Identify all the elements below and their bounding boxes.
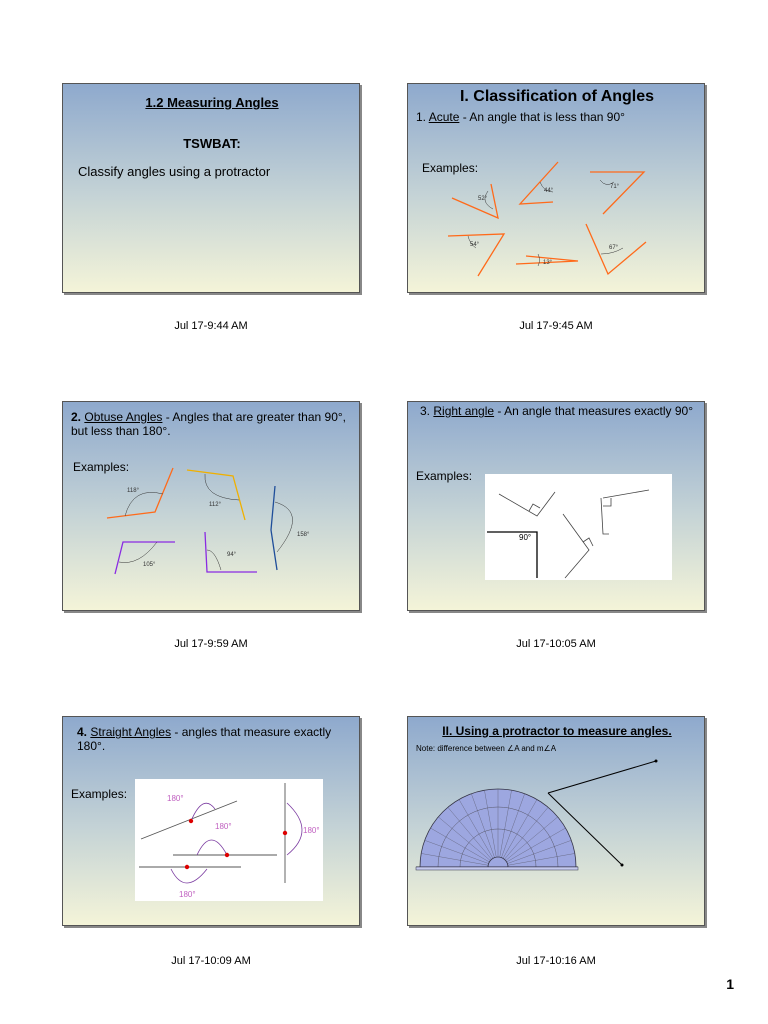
obtuse-angle-4 xyxy=(115,542,175,574)
angle-label: 180° xyxy=(179,890,196,899)
angle-label: 44° xyxy=(544,188,554,194)
page-number: 1 xyxy=(726,976,734,992)
slide-timestamp: Jul 17-10:16 AM xyxy=(516,955,596,967)
slide-timestamp: Jul 17-10:09 AM xyxy=(171,955,251,967)
slide-timestamp: Jul 17-9:59 AM xyxy=(174,638,248,650)
angle-shapes xyxy=(107,468,277,574)
slide-body: Classify angles using a protractor xyxy=(78,164,271,179)
examples-label: Examples: xyxy=(71,787,128,801)
slide-timestamp: Jul 17-10:05 AM xyxy=(516,638,596,650)
angle-label: 54° xyxy=(470,242,480,248)
acute-angle-1 xyxy=(452,184,498,218)
definition-line xyxy=(420,404,700,418)
acute-angle-examples xyxy=(408,84,705,293)
def-term: Straight Angles xyxy=(90,725,172,739)
angle-label: 180° xyxy=(303,826,320,835)
examples-label: Examples: xyxy=(73,460,130,474)
def-description: - An angle that is less than 90° xyxy=(459,110,625,124)
angle-label: 118° xyxy=(127,488,139,494)
angle-label: 13° xyxy=(543,260,553,266)
slide-timestamp: Jul 17-9:44 AM xyxy=(174,320,248,332)
angle-label: 52° xyxy=(478,196,488,202)
def-number: 4. xyxy=(77,725,88,739)
obtuse-angle-3 xyxy=(271,486,277,570)
obtuse-angle-1 xyxy=(107,468,173,518)
acute-angle-2 xyxy=(520,162,558,204)
slide-subtitle: TSWBAT: xyxy=(183,136,241,151)
def-term: Acute xyxy=(428,110,460,124)
examples-label: Examples: xyxy=(416,469,473,483)
right-angle-drawing xyxy=(485,474,672,580)
examples-label: Examples: xyxy=(422,161,479,175)
angle-label: 90° xyxy=(519,533,532,542)
straight-angle-figure xyxy=(135,779,323,901)
angle-label: 71° xyxy=(610,184,620,190)
def-description: - An angle that measures exactly 90° xyxy=(494,404,693,418)
definition-line xyxy=(77,725,357,753)
note-text: Note: difference between ∠A and m∠A xyxy=(416,744,557,753)
def-number: 1. xyxy=(416,110,427,124)
acute-angle-3 xyxy=(590,172,644,214)
def-description: - angles that measure exactly 180°. xyxy=(77,725,332,753)
angle-label: 112° xyxy=(209,502,221,508)
slide-4 xyxy=(407,401,705,611)
slide-5 xyxy=(62,716,360,926)
angle-label: 67° xyxy=(609,245,619,251)
angle-shapes xyxy=(448,162,646,276)
angle-label: 180° xyxy=(215,822,232,831)
slide-2 xyxy=(407,83,705,293)
def-number: 3. xyxy=(420,404,431,418)
def-term: Obtuse Angles xyxy=(84,410,163,424)
slide-3 xyxy=(62,401,360,611)
slide-6 xyxy=(407,716,705,926)
angle-label: 105° xyxy=(143,562,156,568)
slide-title: II. Using a protractor to measure angles. xyxy=(442,724,672,738)
protractor-icon xyxy=(416,789,578,870)
slide-1 xyxy=(62,83,360,293)
slide-title: I. Classification of Angles xyxy=(459,88,655,105)
def-description: - Angles that are greater than 90°, but less than 180°. xyxy=(71,410,347,438)
def-number: 2. xyxy=(71,410,82,424)
slide-title: 1.2 Measuring Angles xyxy=(145,95,279,110)
def-term: Right angle xyxy=(433,404,495,418)
acute-angle-4 xyxy=(448,234,504,276)
protractor-figure xyxy=(408,717,705,926)
angle-label: 180° xyxy=(167,794,184,803)
obtuse-angle-examples xyxy=(63,402,360,611)
angle-label: 94° xyxy=(227,552,237,558)
slide-timestamp: Jul 17-9:45 AM xyxy=(519,320,593,332)
right-angle-figure xyxy=(485,474,672,580)
angle-label: 158° xyxy=(297,532,310,538)
straight-angle-drawing xyxy=(135,779,323,901)
